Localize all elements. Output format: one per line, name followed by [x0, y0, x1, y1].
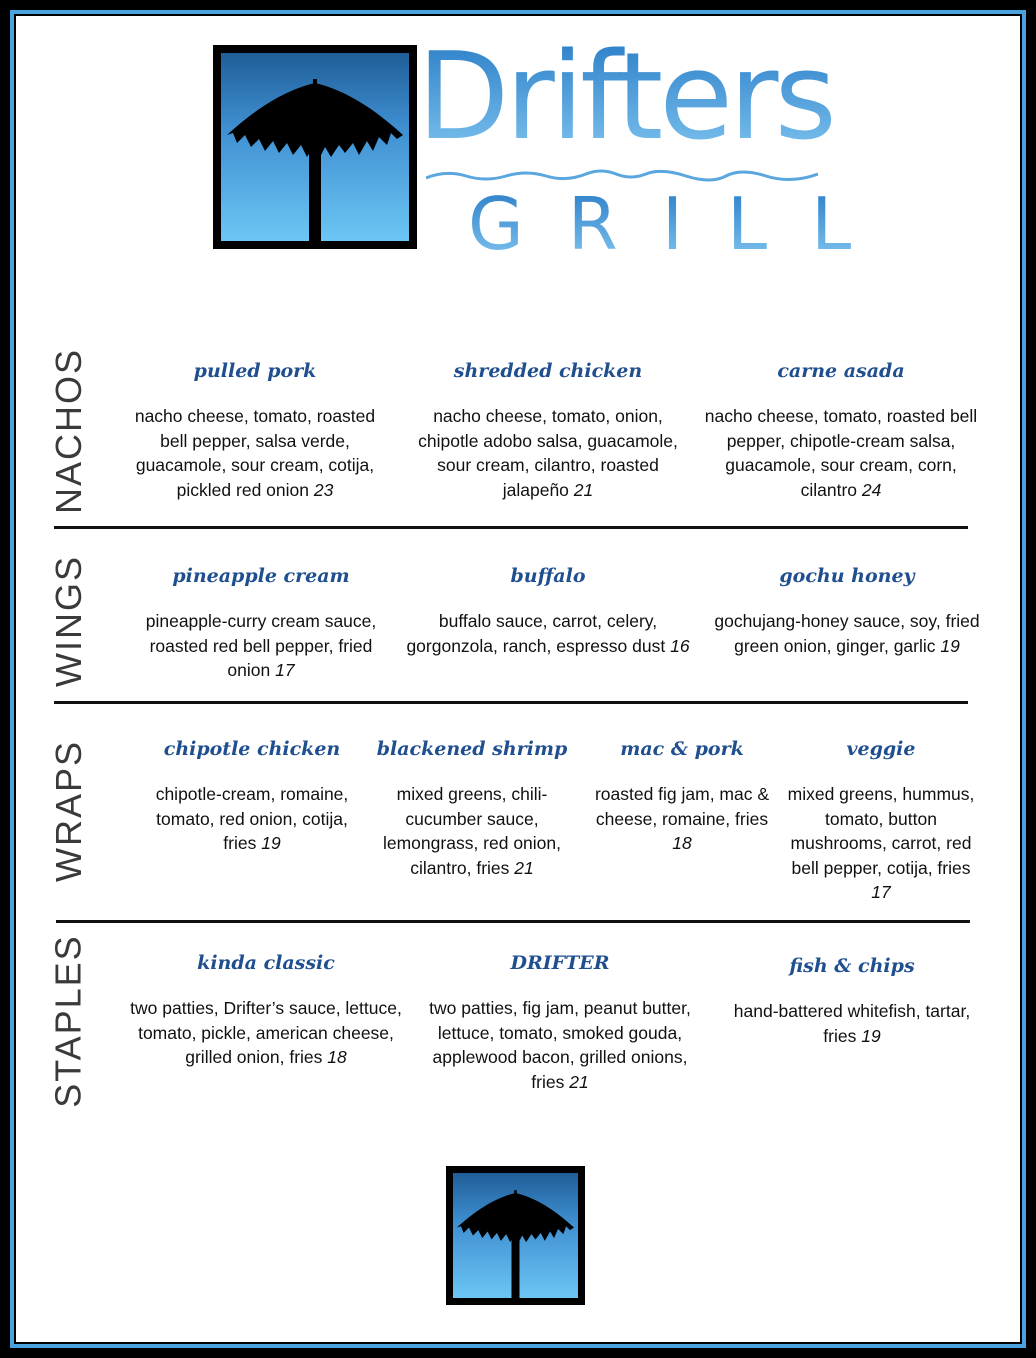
item-description: two patties, fig jam, peanut butter, lettuce, tomato, smoked gouda, applewood bacon, grilled onions, fries 21 — [429, 998, 691, 1092]
section-divider — [56, 920, 970, 923]
item-price: 19 — [261, 833, 281, 854]
menu-item — [372, 737, 572, 880]
palapa-umbrella-icon — [446, 1166, 585, 1305]
menu-page — [16, 16, 1020, 1342]
item-description: mixed greens, chili-cucumber sauce, lemongrass, red onion, cilantro, fries 21 — [382, 784, 562, 878]
item-description: nacho cheese, tomato, onion, chipotle adobo salsa, guacamole, sour cream, cilantro, roasted jalapeño 21 — [418, 406, 678, 500]
menu-item — [716, 954, 988, 1048]
item-name: pineapple cream — [172, 565, 350, 587]
section-label-nachos: NACHOS — [48, 347, 89, 515]
item-price: 18 — [672, 833, 692, 854]
item-price: 17 — [275, 660, 295, 681]
section-divider — [54, 526, 968, 529]
menu-item — [400, 564, 696, 658]
item-price: 19 — [940, 635, 960, 656]
item-description: two patties, Drifter’s sauce, lettuce, tomato, pickle, american cheese, grilled onion, fries 18 — [130, 998, 402, 1068]
menu-item — [126, 951, 406, 1070]
menu-item — [706, 564, 988, 658]
brand-subtitle: GRILL — [468, 182, 896, 266]
item-price: 17 — [871, 882, 891, 903]
item-description: buffalo sauce, carrot, celery, gorgonzola, ranch, espresso dust 16 — [406, 611, 690, 656]
menu-item — [586, 737, 778, 856]
item-description: mixed greens, hummus, tomato, button mushrooms, carrot, red bell pepper, cotija, fries 17 — [787, 784, 975, 903]
item-description: pineapple-curry cream sauce, roasted red bell pepper, fried onion 17 — [145, 611, 377, 681]
menu-item — [402, 359, 694, 502]
item-description: chipotle-cream, romaine, tomato, red onion, cotija, fries 19 — [155, 784, 349, 854]
palapa-umbrella-icon — [213, 45, 417, 249]
item-name: kinda classic — [197, 952, 335, 974]
brand-name: Drifters — [417, 28, 833, 167]
item-price: 21 — [514, 857, 534, 878]
item-description: hand-battered whitefish, tartar, fries 19 — [733, 1001, 971, 1046]
item-name: pulled pork — [193, 360, 317, 382]
item-description: nacho cheese, tomato, roasted bell pepper, salsa verde, guacamole, sour cream, cotija, pickled red onion 23 — [134, 406, 376, 500]
menu-item — [126, 564, 396, 683]
item-name: shredded chicken — [453, 360, 643, 382]
item-name: DRIFTER — [510, 952, 610, 974]
item-price: 18 — [327, 1047, 347, 1068]
item-description: gochujang-honey sauce, soy, fried green onion, ginger, garlic 19 — [714, 611, 980, 656]
item-price: 23 — [313, 479, 334, 500]
section-label-staples: STAPLES — [48, 934, 89, 1108]
section-divider — [54, 701, 968, 704]
item-price: 19 — [861, 1025, 881, 1046]
item-name: mac & pork — [620, 738, 744, 760]
menu-item — [786, 737, 976, 905]
item-name: gochu honey — [779, 565, 915, 587]
item-price: 21 — [573, 479, 594, 500]
item-price: 24 — [861, 479, 882, 500]
section-label-wings: WINGS — [48, 555, 89, 687]
item-description: roasted fig jam, mac & cheese, romaine, fries 18 — [594, 784, 770, 854]
item-name: carne asada — [777, 360, 905, 382]
frame-border-black — [14, 14, 1022, 1344]
frame-border-blue — [10, 10, 1026, 1348]
item-price: 21 — [569, 1071, 589, 1092]
menu-item — [696, 359, 986, 502]
menu-item — [420, 951, 700, 1094]
item-name: veggie — [846, 738, 916, 760]
menu-item — [120, 359, 390, 502]
menu-item — [152, 737, 352, 856]
item-name: chipotle chicken — [163, 738, 341, 760]
item-name: fish & chips — [789, 955, 915, 977]
section-label-wraps: WRAPS — [48, 739, 90, 883]
item-name: buffalo — [510, 565, 586, 587]
item-description: nacho cheese, tomato, roasted bell pepper, chipotle-cream salsa, guacamole, sour cream, corn, cilantro 24 — [704, 406, 978, 500]
item-name: blackened shrimp — [376, 738, 568, 760]
item-price: 16 — [670, 635, 690, 656]
